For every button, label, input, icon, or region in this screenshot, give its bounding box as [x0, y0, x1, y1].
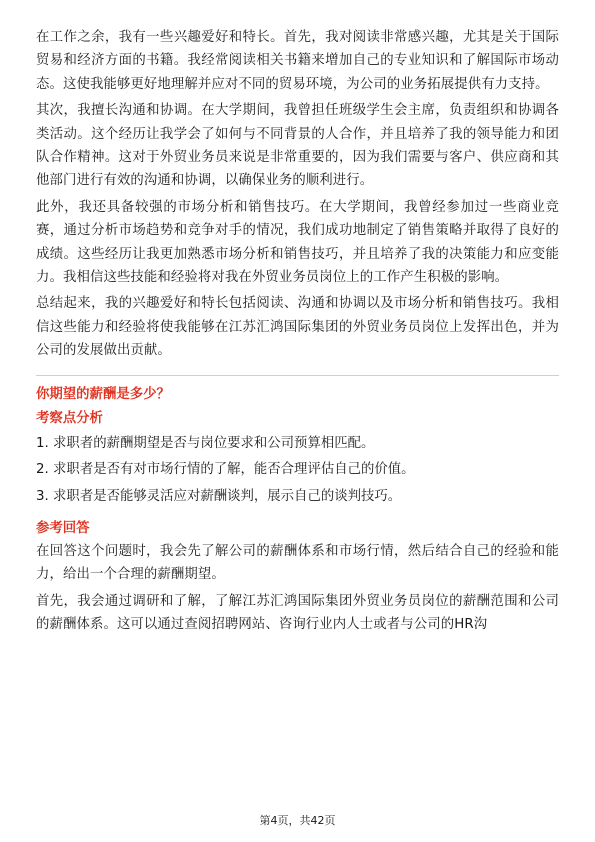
answer-heading: 参考回答 [36, 520, 90, 536]
page-number: 第4页，共42页 [259, 814, 336, 827]
intro-paragraph-3: 此外，我还具备较强的市场分析和销售技巧。在大学期间，我曾经参加过一些商业竞赛，通过分析市场趋势和竞争对手的情况，我们成功地制定了销售策略并取得了良好的成绩。这些经历让我更加熟悉市场分析和销售技巧，并且培养了我的决策能力和应变能力。我相信这些技能和经验将对我在外贸业务员岗位上的工作产生积极的影响。 [36, 199, 559, 286]
analysis-point-3: 3. 求职者是否能够灵活应对薪酬谈判，展示自己的谈判技巧。 [36, 488, 402, 504]
answer-paragraph-1: 在回答这个问题时，我会先了解公司的薪酬体系和市场行情，然后结合自己的经验和能力，给出一个合理的薪酬期望。 [36, 543, 559, 583]
answer-paragraph-2: 首先，我会通过调研和了解，了解江苏汇鸿国际集团外贸业务员岗位的薪酬范围和公司的薪酬体系。这可以通过查阅招聘网站、咨询行业内人士或者与公司的HR沟 [36, 593, 559, 633]
analysis-heading: 考察点分析 [36, 410, 103, 426]
document-body [36, 26, 559, 640]
intro-paragraph-4: 总结起来，我的兴趣爱好和特长包括阅读、沟通和协调以及市场分析和销售技巧。我相信这些能力和经验将使我能够在江苏汇鸿国际集团的外贸业务员岗位上发挥出色，并为公司的发展做出贡献。 [36, 296, 559, 359]
section-divider [36, 375, 559, 376]
analysis-point-2: 2. 求职者是否有对市场行情的了解，能否合理评估自己的价值。 [36, 462, 415, 478]
analysis-list [36, 432, 559, 508]
interview-question: 你期望的薪酬是多少？ [36, 386, 170, 402]
analysis-point-1: 1. 求职者的薪酬期望是否与岗位要求和公司预算相匹配。 [36, 435, 375, 451]
intro-paragraph-2: 其次，我擅长沟通和协调。在大学期间，我曾担任班级学生会主席，负责组织和协调各类活动。这个经历让我学会了如何与不同背景的人合作，并且培养了我的领导能力和团队合作精神。这对于外贸业务员来说是非常重要的，因为我们需要与客户、供应商和其他部门进行有效的沟通和协调，以确保业务的顺利进行。 [36, 103, 559, 189]
intro-paragraph-1: 在工作之余，我有一些兴趣爱好和特长。首先，我对阅读非常感兴趣，尤其是关于国际贸易和经济方面的书籍。我经常阅读相关书籍来增加自己的专业知识和了解国际市场动态。这使我能够更好地理解并应对不同的贸易环境，为公司的业务拓展提供有力支持。 [36, 30, 559, 92]
